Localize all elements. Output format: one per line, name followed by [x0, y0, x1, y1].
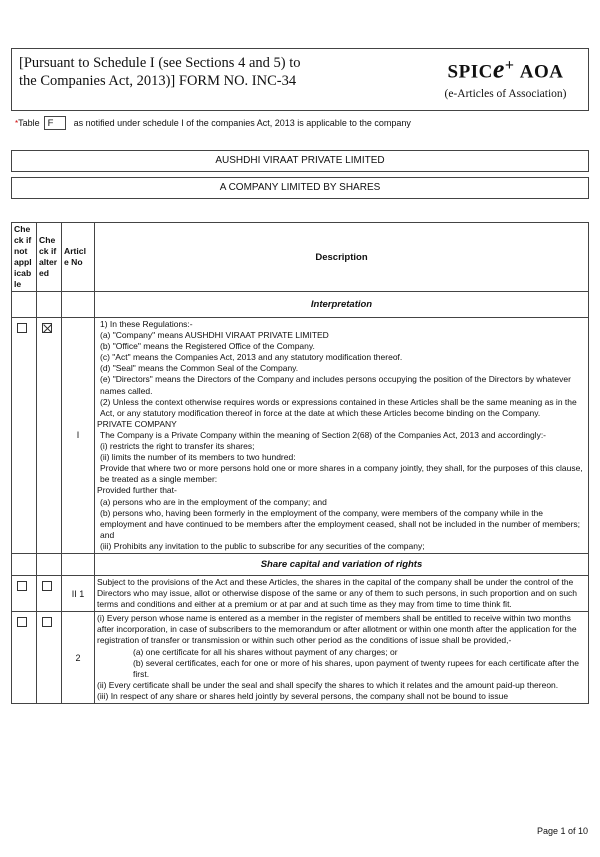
empty-cell	[37, 553, 62, 575]
description-line: (iii) Prohibits any invitation to the public to subscribe for any securities of the company;	[100, 540, 425, 551]
section-title: Share capital and variation of rights	[95, 553, 589, 575]
not-applicable-checkbox[interactable]	[17, 581, 27, 591]
description-line: Provide that where two or more persons hold one or more shares in a company jointly, they shall, for the purposes of this clause, be treated as a single member:	[100, 463, 583, 485]
article-number: 2	[62, 612, 95, 704]
description-line: (b) "Office" means the Registered Office of the Company.	[100, 341, 315, 352]
altered-checkbox[interactable]	[42, 323, 52, 333]
required-mark: *	[15, 118, 19, 128]
article-number: I	[62, 318, 95, 554]
empty-cell	[62, 292, 95, 318]
not-applicable-cell	[12, 575, 37, 611]
description-line: (i) restricts the right to transfer its shares;	[100, 441, 255, 452]
company-type-field[interactable]: A COMPANY LIMITED BY SHARES	[11, 177, 589, 199]
description-line: Subject to the provisions of the Act and these Articles, the shares in the capital of the company shall be under the control of the Directors who may issue, allot or otherwise dispose of the same or any of them to such persons, in such proportion and on such terms and conditions and either at a premium or at par and at such time as they may from time to time think fit.	[97, 576, 578, 610]
empty-cell	[37, 292, 62, 318]
description-line: (b) persons who, having been formerly in the employment of the company, were members of the company while in the employment and have continued to be members after the employment ceased, shall not be included in the number of members; and	[100, 507, 581, 540]
table-selector-row	[15, 116, 585, 130]
page-number: Page 1 of 10	[536, 826, 588, 836]
section-row	[12, 553, 589, 575]
logo-spic: SPIC	[447, 61, 493, 83]
article-number: II 1	[62, 575, 95, 611]
description-line: (b) several certificates, each for one or more of his shares, upon payment of twenty rupees for each certificate after the first.	[133, 657, 579, 679]
description-line: (iii) In respect of any share or shares held jointly by several persons, the company shall not be bound to issue	[97, 690, 509, 701]
section-title: Interpretation	[95, 292, 589, 318]
logo-text	[423, 53, 588, 85]
header-not-applicable: Che ck if not appl icab le	[12, 223, 37, 292]
description-line: PRIVATE COMPANY	[97, 418, 177, 429]
empty-cell	[62, 553, 95, 575]
articles-table	[11, 222, 589, 704]
header-altered: Che ck if alter ed	[37, 223, 62, 292]
description-line: (a) persons who are in the employment of the company; and	[100, 496, 327, 507]
form-header	[11, 48, 589, 111]
form-title-line1: [Pursuant to Schedule I (see Sections 4 and 5) to	[19, 55, 301, 71]
description-line: (ii) Every certificate shall be under the seal and shall specify the shares to which it relates and the amount paid-up thereon.	[97, 679, 559, 690]
not-applicable-checkbox[interactable]	[17, 323, 27, 333]
description-line: (c) "Act" means the Companies Act, 2013 and any statutory modification thereof.	[100, 352, 403, 363]
table-header-row	[12, 223, 589, 292]
description-line: (2) Unless the context otherwise requires words or expressions contained in these Articles shall be the same meaning as in the Act, or any statutory modification thereof in force at the date at which these Articles become binding on the Company.	[100, 396, 577, 418]
company-name-field[interactable]: AUSHDHI VIRAAT PRIVATE LIMITED	[11, 150, 589, 172]
description-line: (a) one certificate for all his shares without payment of any charges; or	[133, 646, 398, 657]
article-row	[12, 318, 589, 554]
form-title-line2: the Companies Act, 2013)] FORM NO. INC-34	[19, 73, 297, 89]
description-line: The Company is a Private Company within the meaning of Section 2(68) of the Companies Act, 2013 and accordingly:-	[100, 429, 547, 440]
logo-subtitle: (e-Articles of Association)	[444, 88, 567, 101]
table-input[interactable]: F	[44, 116, 66, 130]
logo-aoa: AOA	[519, 61, 564, 83]
description-line: (a) "Company" means AUSHDHI VIRAAT PRIVATE LIMITED	[100, 330, 329, 341]
not-applicable-cell	[12, 318, 37, 554]
description-line: (i) Every person whose name is entered as a member in the register of members shall be entitled to receive within two months after incorporation, in case of subscribers to the memorandum or after allotment or within one month after the application for the registration of transfer or transmission or within such other period as the conditions of issue shall be provided,-	[97, 613, 577, 646]
logo-plus: +	[504, 57, 515, 74]
header-article-no: Articl e No	[62, 223, 95, 292]
spice-logo	[423, 53, 588, 101]
altered-cell	[37, 612, 62, 704]
article-row	[12, 575, 589, 611]
not-applicable-checkbox[interactable]	[17, 617, 27, 627]
description-line: (ii) limits the number of its members to two hundred:	[100, 452, 296, 463]
altered-checkbox[interactable]	[42, 617, 52, 627]
empty-cell	[12, 553, 37, 575]
altered-cell	[37, 318, 62, 554]
description-line: (e) "Directors" means the Directors of the Company and includes persons occupying the position of the Directors by whatever names called.	[100, 374, 571, 396]
description-line: (d) "Seal" means the Common Seal of the Company.	[100, 363, 299, 374]
table-suffix: as notified under schedule I of the companies Act, 2013 is applicable to the company	[73, 118, 411, 128]
altered-checkbox[interactable]	[42, 581, 52, 591]
section-row	[12, 292, 589, 318]
article-description[interactable]	[95, 318, 589, 554]
description-line: 1) In these Regulations:-	[100, 319, 193, 329]
header-description: Description	[95, 223, 589, 292]
article-description[interactable]	[95, 612, 589, 704]
table-label: Table	[18, 118, 40, 128]
logo-e: e	[492, 54, 505, 84]
description-line: Provided further that-	[97, 485, 177, 496]
form-title	[19, 54, 319, 90]
article-row	[12, 612, 589, 704]
altered-cell	[37, 575, 62, 611]
empty-cell	[12, 292, 37, 318]
article-description[interactable]	[95, 575, 589, 611]
not-applicable-cell	[12, 612, 37, 704]
